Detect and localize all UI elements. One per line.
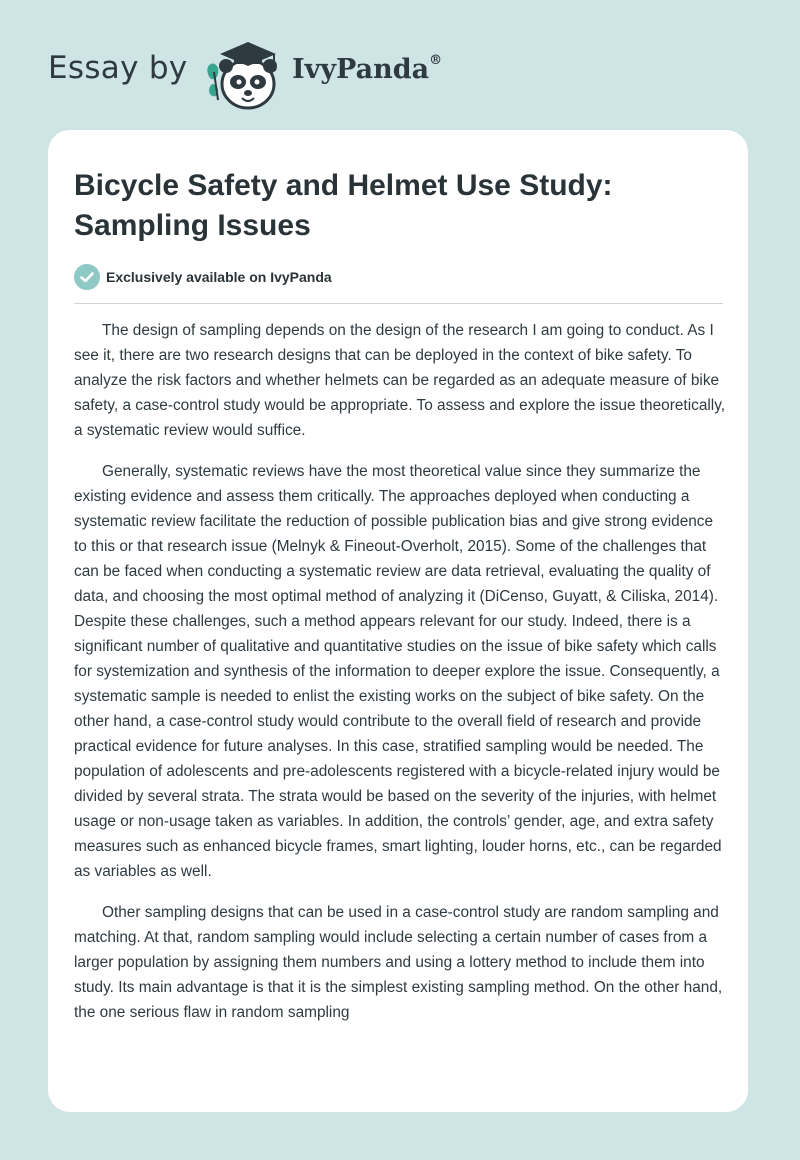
brand-name[interactable]: IvyPanda® [292, 53, 443, 85]
paragraph: Generally, systematic reviews have the most theoretical value since they summarize the existing evidence and assess them critically. The approaches deployed when conducting a systematic review facilitate the reduction of possible publication bias and give strong evidence to this or that research issue (Melnyk & Fineout-Overholt, 2015). Some of the challenges that can be faced when conducting a systematic review are data retrieval, evaluating the quality of data, and choosing the most optimal method of analyzing it (DiCenso, Guyatt, & Ciliska, 2014). Despite these challenges, such a method appears relevant for our study. Indeed, there is a significant number of qualitative and quantitative studies on the issue of bike safety which calls for systemization and synthesis of the information to deeper explore the issue. Consequently, a systematic sample is needed to enlist the existing works on the subject of bike safety. On the other hand, a case-control study would contribute to the overall field of research and provide practical evidence for future analyses. In this case, stratified sampling would be needed. The population of adolescents and pre-adolescents registered with a bicycle-related injury would be divided by several strata. The strata would be based on the severity of the injuries, with helmet usage or non-usage taken as variables. In addition, the controls’ gender, age, and extra safety measures such as enhanced bicycle frames, smart lighting, louder horns, etc., can be regarded as variables as well. [74, 463, 722, 880]
paragraph: The design of sampling depends on the design of the research I am going to conduct. As I see it, there are two research designs that can be deployed in the context of bike safety. To analyze the risk factors and whether helmets can be regarded as an adequate measure of bike safety, a case-control study would be appropriate. To assess and explore the issue theoretically, a systematic review would suffice. [74, 322, 726, 439]
paragraph: Other sampling designs that can be used in a case-control study are random sampling and matching. At that, random sampling would include selecting a certain number of cases from a larger population by assigning them numbers and using a lottery method to include them into study. Its main advantage is that it is the simplest existing sampling method. On the other hand, the one serious flaw in random sampling [74, 904, 723, 1021]
panda-graduate-icon [200, 38, 290, 110]
essay-card [48, 130, 748, 1112]
exclusive-label: Exclusively available on IvyPanda [106, 269, 332, 285]
essay-body [74, 318, 726, 1041]
essay-by-label: Essay by [48, 50, 188, 86]
check-circle-icon [74, 264, 100, 290]
registered-mark: ® [429, 53, 443, 68]
divider [74, 303, 723, 304]
page-title: Bicycle Safety and Helmet Use Study: Sampling Issues [74, 169, 613, 242]
site-header [0, 0, 800, 130]
